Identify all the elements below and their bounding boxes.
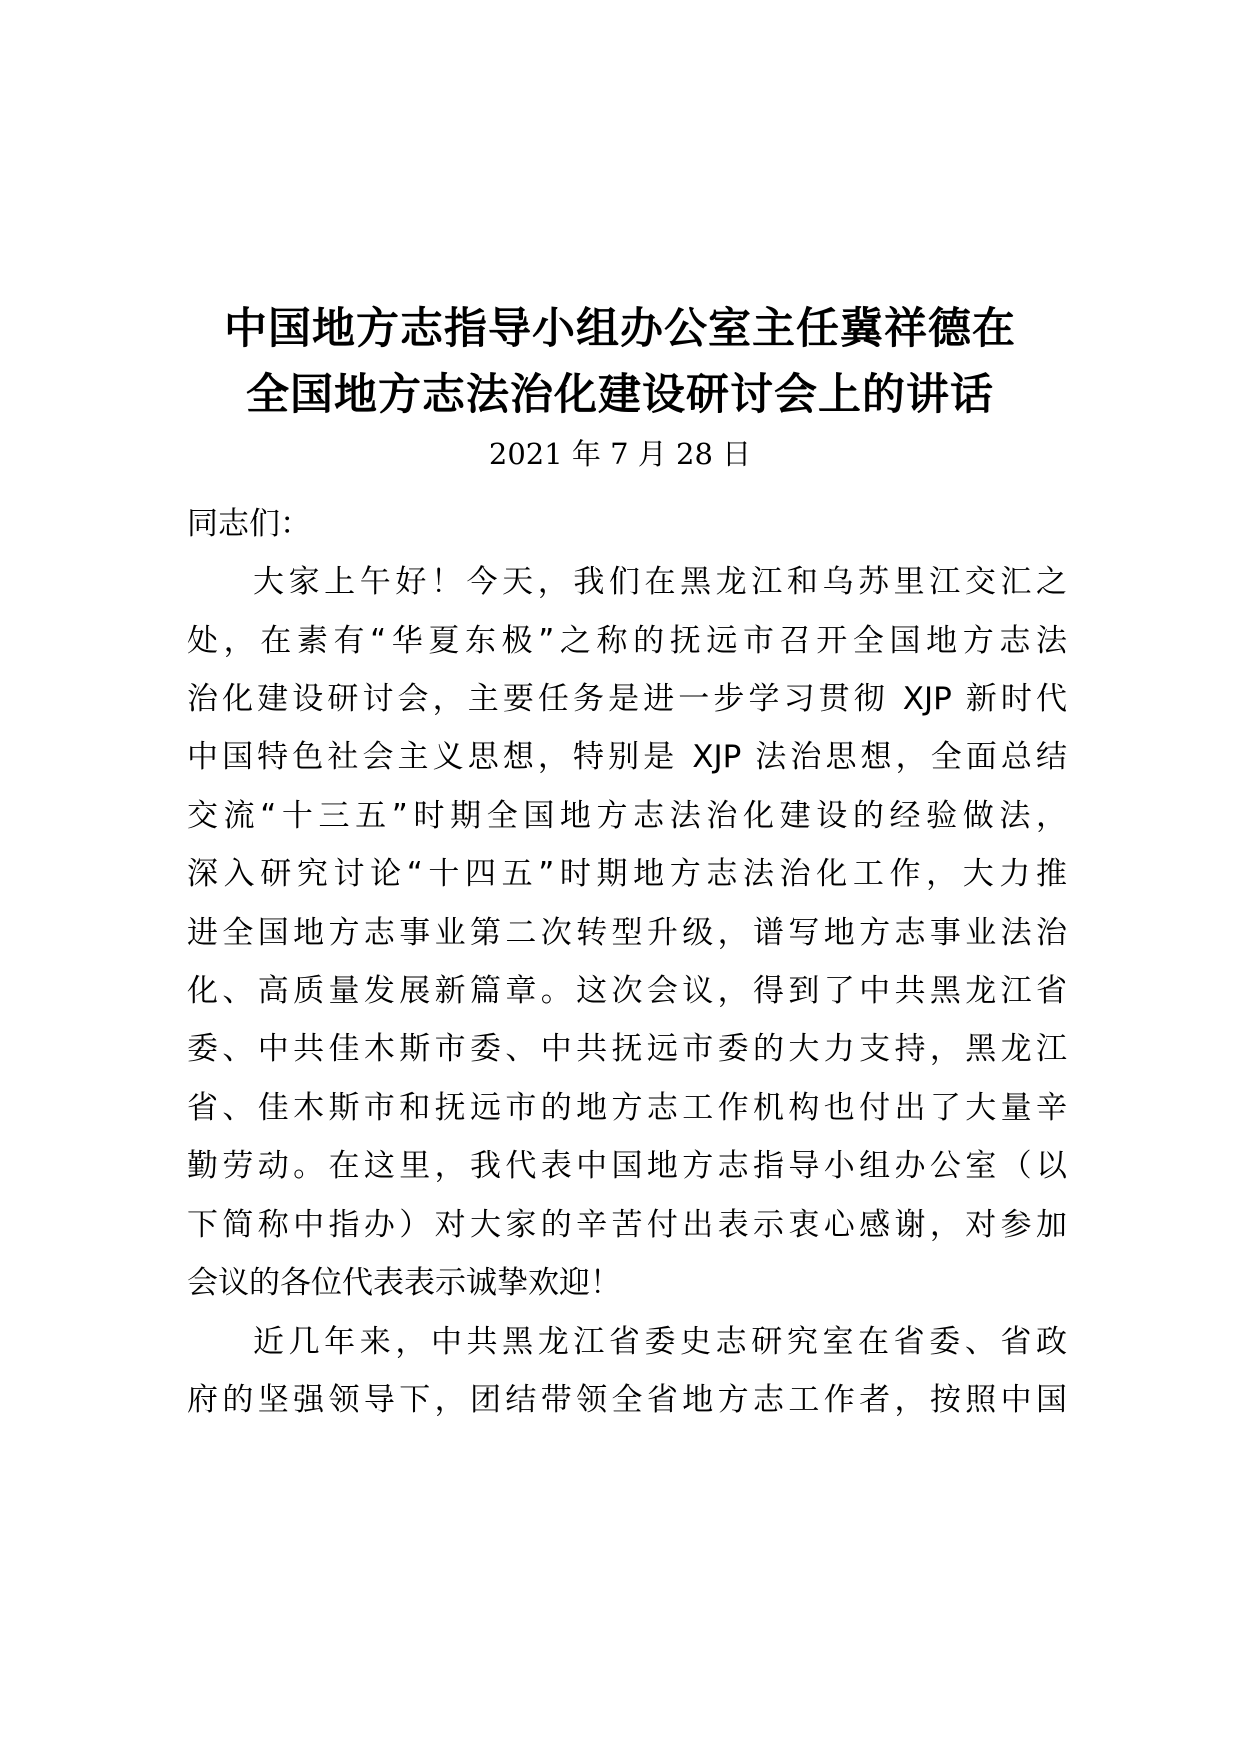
body-line: 委、中共佳木斯市委、中共抚远市委的大力支持，黑龙江 — [187, 1031, 1067, 1067]
body-line: 治化建设研讨会，主要任务是进一步学习贯彻 XJP 新时代 — [187, 681, 1067, 717]
body-line: 中国特色社会主义思想，特别是 XJP 法治思想，全面总结 — [187, 739, 1067, 775]
body-line: 大家上午好！今天，我们在黑龙江和乌苏里江交汇之 — [253, 564, 1067, 600]
body-line: 下简称中指办）对大家的辛苦付出表示衷心感谢，对参加 — [187, 1207, 1067, 1243]
document-title-line-1: 中国地方志指导小组办公室主任冀祥德在 — [224, 304, 1016, 354]
body-line: 交流“十三五”时期全国地方志法治化建设的经验做法， — [187, 798, 1067, 834]
body-line: 勤劳动。在这里，我代表中国地方志指导小组办公室（以 — [187, 1148, 1067, 1184]
body-line: 深入研究讨论“十四五”时期地方志法治化工作，大力推 — [187, 856, 1067, 892]
body-line: 省、佳木斯市和抚远市的地方志工作机构也付出了大量辛 — [187, 1090, 1067, 1126]
body-line: 会议的各位代表表示诚挚欢迎！ — [187, 1265, 621, 1301]
body-line: 府的坚强领导下，团结带领全省地方志工作者，按照中国 — [187, 1382, 1067, 1418]
body-line: 进全国地方志事业第二次转型升级，谱写地方志事业法治 — [187, 915, 1067, 951]
document-date: 2021 年 7 月 28 日 — [488, 437, 752, 471]
document-title-line-2: 全国地方志法治化建设研讨会上的讲话 — [246, 370, 994, 420]
body-line: 化、高质量发展新篇章。这次会议，得到了中共黑龙江省 — [187, 973, 1067, 1009]
body-line: 近几年来，中共黑龙江省委史志研究室在省委、省政 — [253, 1324, 1067, 1360]
body-line: 处，在素有“华夏东极”之称的抚远市召开全国地方志法 — [187, 623, 1067, 659]
salutation: 同志们： — [187, 506, 311, 542]
